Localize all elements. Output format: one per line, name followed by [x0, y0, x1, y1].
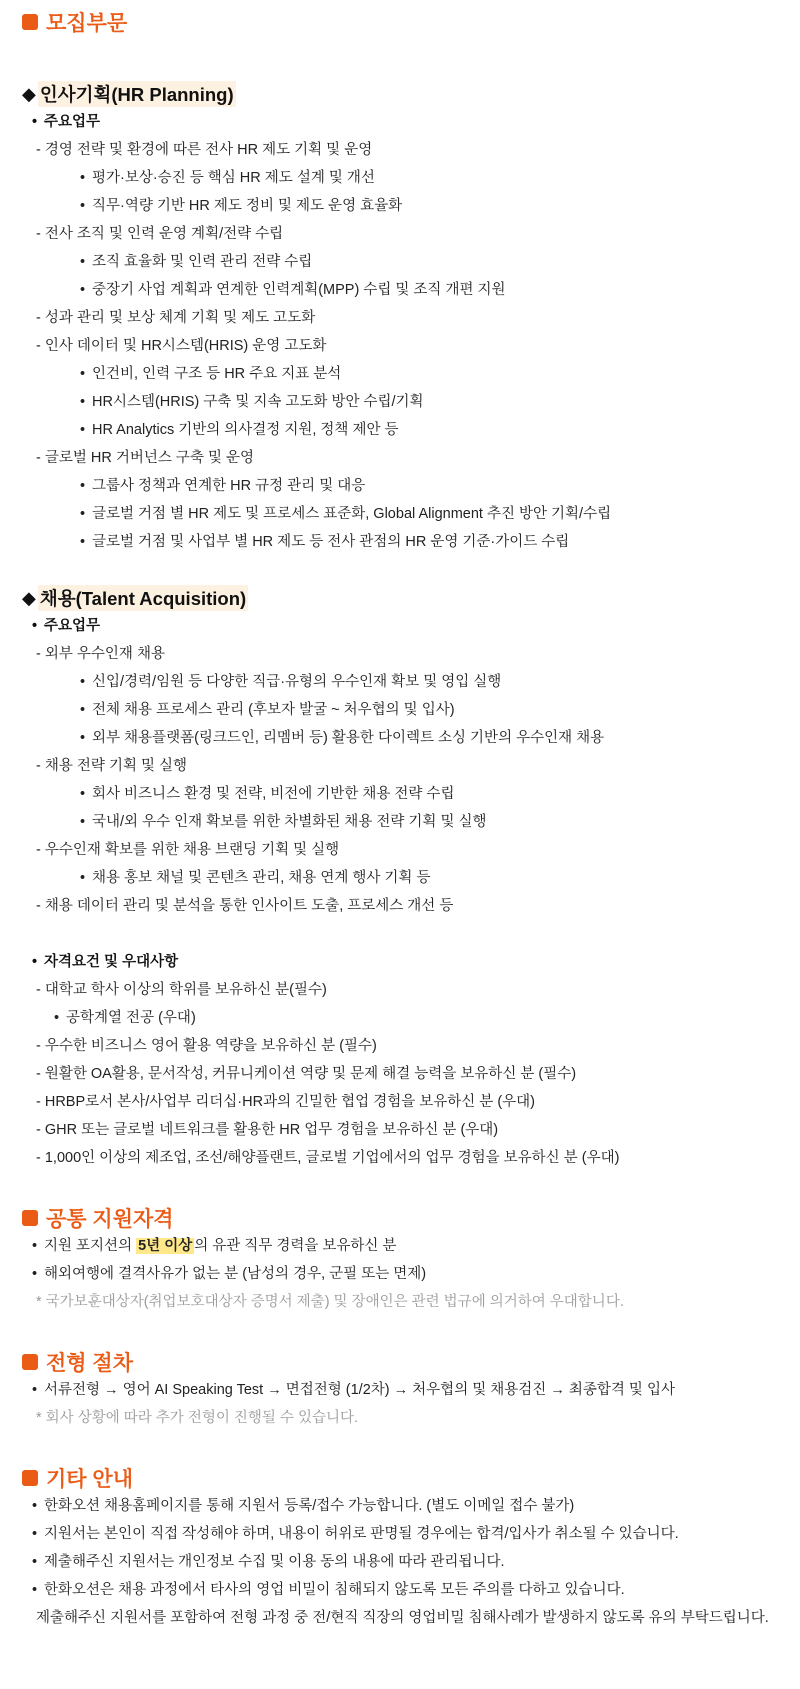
- list-item: - 경영 전략 및 환경에 따른 전사 HR 제도 기획 및 운영: [36, 142, 373, 158]
- orange-square-icon: [22, 1354, 38, 1370]
- list-item: - 채용 전략 기획 및 실행: [36, 758, 188, 774]
- list-item: - 우수한 비즈니스 영어 활용 역량을 보유하신 분 (필수): [36, 1038, 377, 1054]
- list-item: - 채용 데이터 관리 및 분석을 통한 인사이트 도출, 프로세스 개선 등: [36, 898, 454, 914]
- etc-heading: 기타 안내: [22, 1464, 800, 1492]
- recruit-heading: 모집부문: [22, 8, 800, 36]
- process-heading: 전형 절차: [22, 1348, 800, 1376]
- list-item: • 중장기 사업 계획과 연계한 인력계획(MPP) 수립 및 조직 개편 지원: [80, 282, 506, 298]
- list-item: • 한화오션 채용홈페이지를 통해 지원서 등록/접수 가능합니다. (별도 이메일 접수 불가): [32, 1498, 575, 1514]
- list-item: • 신입/경력/임원 등 다양한 직급·유형의 우수인재 확보 및 영입 실행: [80, 674, 502, 690]
- list-item: • 인건비, 인력 구조 등 HR 주요 지표 분석: [80, 366, 342, 382]
- list-item: • 조직 효율화 및 인력 관리 전략 수립: [80, 254, 313, 270]
- list-item: • 지원서는 본인이 직접 작성해야 하며, 내용이 허위로 판명될 경우에는 합격/입사가 취소될 수 있습니다.: [32, 1526, 679, 1542]
- list-item: • 서류전형 → 영어 AI Speaking Test → 면접전형 (1/2차) → 처우협의 및 채용검진 → 최종합격 및 입사: [32, 1382, 675, 1398]
- orange-square-icon: [22, 1470, 38, 1486]
- list-item: - 글로벌 HR 거버넌스 구축 및 운영: [36, 450, 255, 466]
- orange-square-icon: [22, 1210, 38, 1226]
- ta-heading: ◆ 채용(Talent Acquisition): [22, 584, 800, 612]
- list-item: - 외부 우수인재 채용: [36, 646, 165, 662]
- list-item: - HRBP로서 본사/사업부 리더십·HR과의 긴밀한 협업 경험을 보유하신 분 (우대): [36, 1094, 536, 1110]
- list-item: • 그룹사 정책과 연계한 HR 규정 관리 및 대응: [80, 478, 366, 494]
- list-item: - 성과 관리 및 보상 체계 기획 및 제도 고도화: [36, 310, 316, 326]
- list-item: - 인사 데이터 및 HR시스템(HRIS) 운영 고도화: [36, 338, 327, 354]
- list-item: • 국내/외 우수 인재 확보를 위한 차별화된 채용 전략 기획 및 실행: [80, 814, 487, 830]
- list-item: - 전사 조직 및 인력 운영 계획/전략 수립: [36, 226, 284, 242]
- highlight-years: 5년 이상: [138, 1238, 193, 1254]
- orange-square-icon: [22, 14, 38, 30]
- qual-label: • 자격요건 및 우대사항: [32, 954, 179, 970]
- list-item: • 직무·역량 기반 HR 제도 정비 및 제도 운영 효율화: [80, 198, 403, 214]
- list-item: - 대학교 학사 이상의 학위를 보유하신 분(필수): [36, 982, 327, 998]
- diamond-icon: ◆: [22, 83, 36, 104]
- list-item: • 글로벌 거점 및 사업부 별 HR 제도 등 전사 관점의 HR 운영 기준·가이드 수립: [80, 534, 570, 550]
- note: * 국가보훈대상자(취업보호대상자 증명서 제출) 및 장애인은 관련 법규에 의거하여 우대합니다.: [36, 1294, 624, 1310]
- list-item: • 외부 채용플랫폼(링크드인, 리멤버 등) 활용한 다이렉트 소싱 기반의 우수인재 채용: [80, 730, 605, 746]
- list-item: - 우수인재 확보를 위한 채용 브랜딩 기획 및 실행: [36, 842, 340, 858]
- list-item: • 공학계열 전공 (우대): [54, 1010, 196, 1026]
- list-item: • 글로벌 거점 별 HR 제도 및 프로세스 표준화, Global Alignment 추진 방안 기획/수립: [80, 506, 612, 522]
- list-item: - 1,000인 이상의 제조업, 조선/해양플랜트, 글로벌 기업에서의 업무 경험을 보유하신 분 (우대): [36, 1150, 620, 1166]
- common-heading: 공통 지원자격: [22, 1204, 800, 1232]
- hr-duties-label: • 주요업무: [32, 114, 101, 130]
- list-item: - 원활한 OA활용, 문서작성, 커뮤니케이션 역량 및 문제 해결 능력을 보유하신 분 (필수): [36, 1066, 577, 1082]
- list-item: • 지원 포지션의 5년 이상 의 유관 직무 경력을 보유하신 분: [32, 1238, 397, 1254]
- list-item: • 해외여행에 결격사유가 없는 분 (남성의 경우, 군필 또는 면제): [32, 1266, 427, 1282]
- note: * 회사 상황에 따라 추가 전형이 진행될 수 있습니다.: [36, 1410, 359, 1426]
- ta-duties-label: • 주요업무: [32, 618, 101, 634]
- list-item: 제출해주신 지원서를 포함하여 전형 과정 중 전/현직 직장의 영업비밀 침해사례가 발생하지 않도록 유의 부탁드립니다.: [36, 1610, 769, 1626]
- list-item: • 채용 홍보 채널 및 콘텐츠 관리, 채용 연계 행사 기획 등: [80, 870, 431, 886]
- list-item: • 한화오션은 채용 과정에서 타사의 영업 비밀이 침해되지 않도록 모든 주의를 다하고 있습니다.: [32, 1582, 625, 1598]
- list-item: - GHR 또는 글로벌 네트워크를 활용한 HR 업무 경험을 보유하신 분 (우대): [36, 1122, 499, 1138]
- list-item: • 평가·보상·승진 등 핵심 HR 제도 설계 및 개선: [80, 170, 375, 186]
- list-item: • HR시스템(HRIS) 구축 및 지속 고도화 방안 수립/기획: [80, 394, 424, 410]
- hr-heading: ◆ 인사기획(HR Planning): [22, 80, 800, 108]
- list-item: • 전체 채용 프로세스 관리 (후보자 발굴 ~ 처우협의 및 입사): [80, 702, 455, 718]
- list-item: • HR Analytics 기반의 의사결정 지원, 정책 제안 등: [80, 422, 399, 438]
- list-item: • 회사 비즈니스 환경 및 전략, 비전에 기반한 채용 전략 수립: [80, 786, 455, 802]
- list-item: • 제출해주신 지원서는 개인정보 수집 및 이용 동의 내용에 따라 관리됩니다.: [32, 1554, 505, 1570]
- diamond-icon: ◆: [22, 587, 36, 608]
